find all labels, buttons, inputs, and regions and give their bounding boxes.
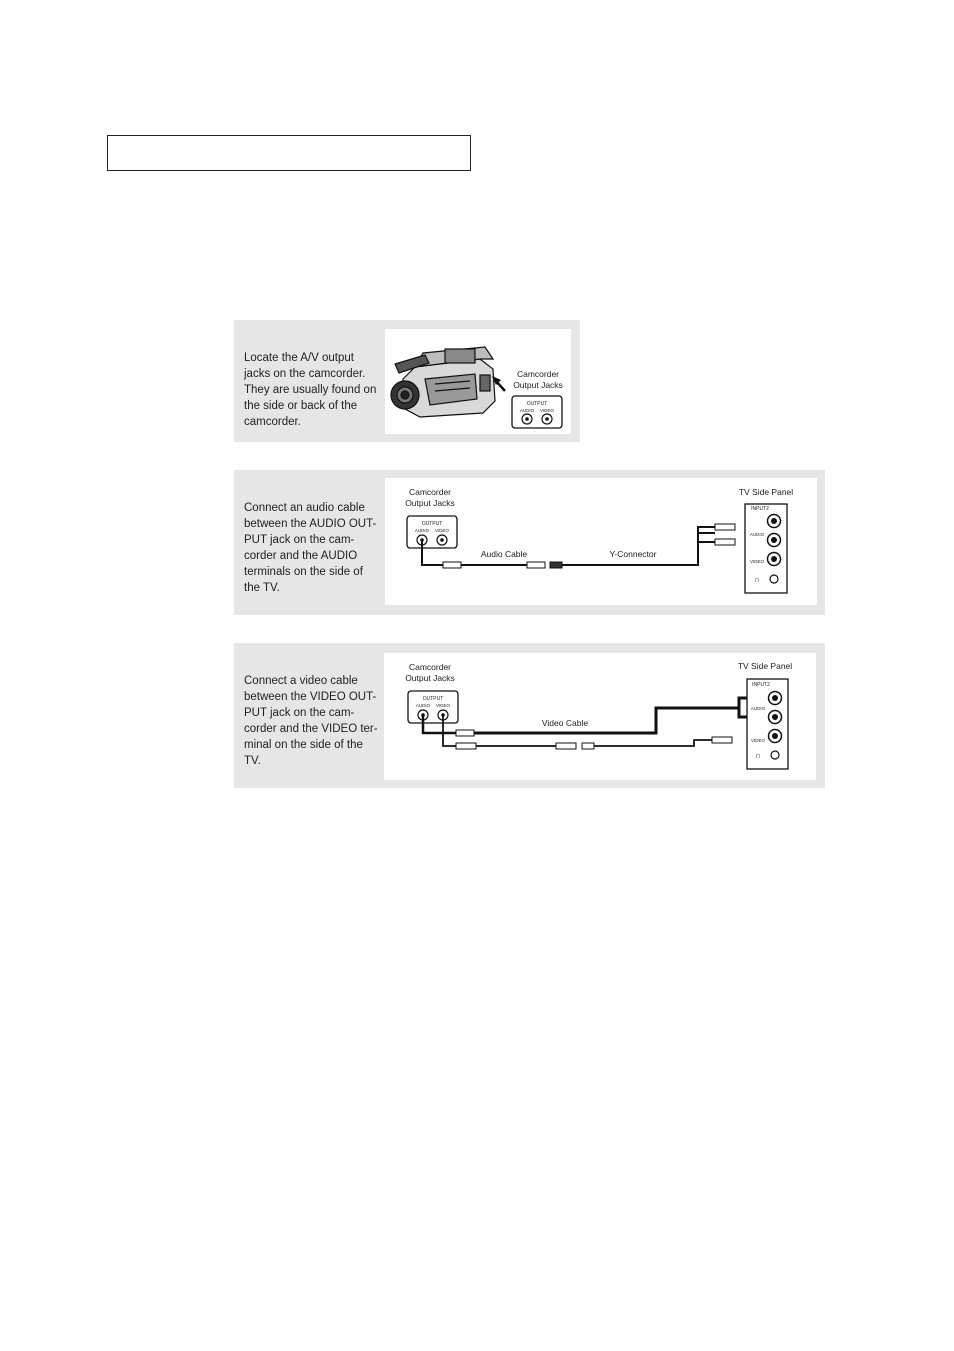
tv-video-label: VIDEO (749, 559, 765, 564)
tv-side-panel-label: TV Side Panel (737, 661, 793, 671)
step-2-text: Connect an audio cable between the AUDIO OUT-PUT jack on the cam-corder and the AUDIO terminals on the side of the TV. (244, 502, 377, 594)
video-jack-label: VIDEO (539, 408, 555, 413)
y-connector-label: Y-Connector (609, 549, 657, 559)
camcorder-label-line2: Output Jacks (513, 380, 563, 390)
step-1-panel (234, 320, 580, 442)
tv-input-label: INPUT2 (751, 506, 769, 512)
tv-side-panel-label: TV Side Panel (738, 487, 794, 497)
step-2-illustration (385, 478, 817, 605)
audio-cable-label: Audio Cable (480, 549, 528, 559)
output-heading: OUTPUT (422, 696, 444, 702)
audio-cable (422, 524, 735, 568)
output-jack-panel (407, 516, 457, 548)
audio-connection-diagram (385, 478, 817, 605)
camcorder-label-line2: Output Jacks (405, 498, 455, 508)
video-jack-label: VIDEO (435, 703, 451, 708)
tv-audio-label: AUDIO (749, 532, 765, 537)
output-jack-panel (408, 691, 458, 723)
step-3-illustration (384, 653, 816, 780)
audio-jack-label: AUDIO (414, 528, 430, 533)
headphone-icon: ∩ (755, 751, 761, 760)
svideo-jack-icon (770, 575, 778, 583)
tv-audio-label: AUDIO (750, 706, 766, 711)
svideo-jack-icon (771, 751, 779, 759)
step-1-text: Locate the A/V output jacks on the camcorder. They are usually found on the side or back of the camcorder. (244, 352, 377, 428)
camcorder-label-line2: Output Jacks (405, 673, 455, 683)
video-cable-label: Video Cable (541, 718, 589, 728)
camcorder-label-line1: Camcorder (408, 662, 452, 672)
step-3-text: Connect a video cable between the VIDEO OUT-PUT jack on the cam-corder and the VIDEO ter-minal on the side of the TV. (244, 675, 378, 767)
section-title-box (107, 135, 471, 171)
tv-side-panel (747, 679, 788, 769)
tv-side-panel (745, 504, 787, 593)
camcorder-figure (385, 329, 571, 434)
camcorder-icon (391, 347, 495, 417)
step-2-panel (234, 470, 825, 615)
headphone-icon: ∩ (754, 575, 760, 584)
tv-video-label: VIDEO (750, 738, 766, 743)
output-jack-panel (512, 396, 562, 428)
video-jack-label: VIDEO (434, 528, 450, 533)
camcorder-label-line1: Camcorder (408, 487, 452, 497)
step-3-panel (234, 643, 825, 788)
audio-jack-label: AUDIO (415, 703, 431, 708)
camcorder-label-line1: Camcorder (516, 369, 560, 379)
output-heading: OUTPUT (526, 401, 548, 407)
tv-input-label: INPUT2 (752, 682, 770, 688)
step-1-illustration (385, 329, 571, 434)
video-connection-diagram (384, 653, 816, 780)
existing-audio-cable (423, 698, 759, 736)
audio-jack-label: AUDIO (519, 408, 535, 413)
output-heading: OUTPUT (421, 521, 443, 527)
